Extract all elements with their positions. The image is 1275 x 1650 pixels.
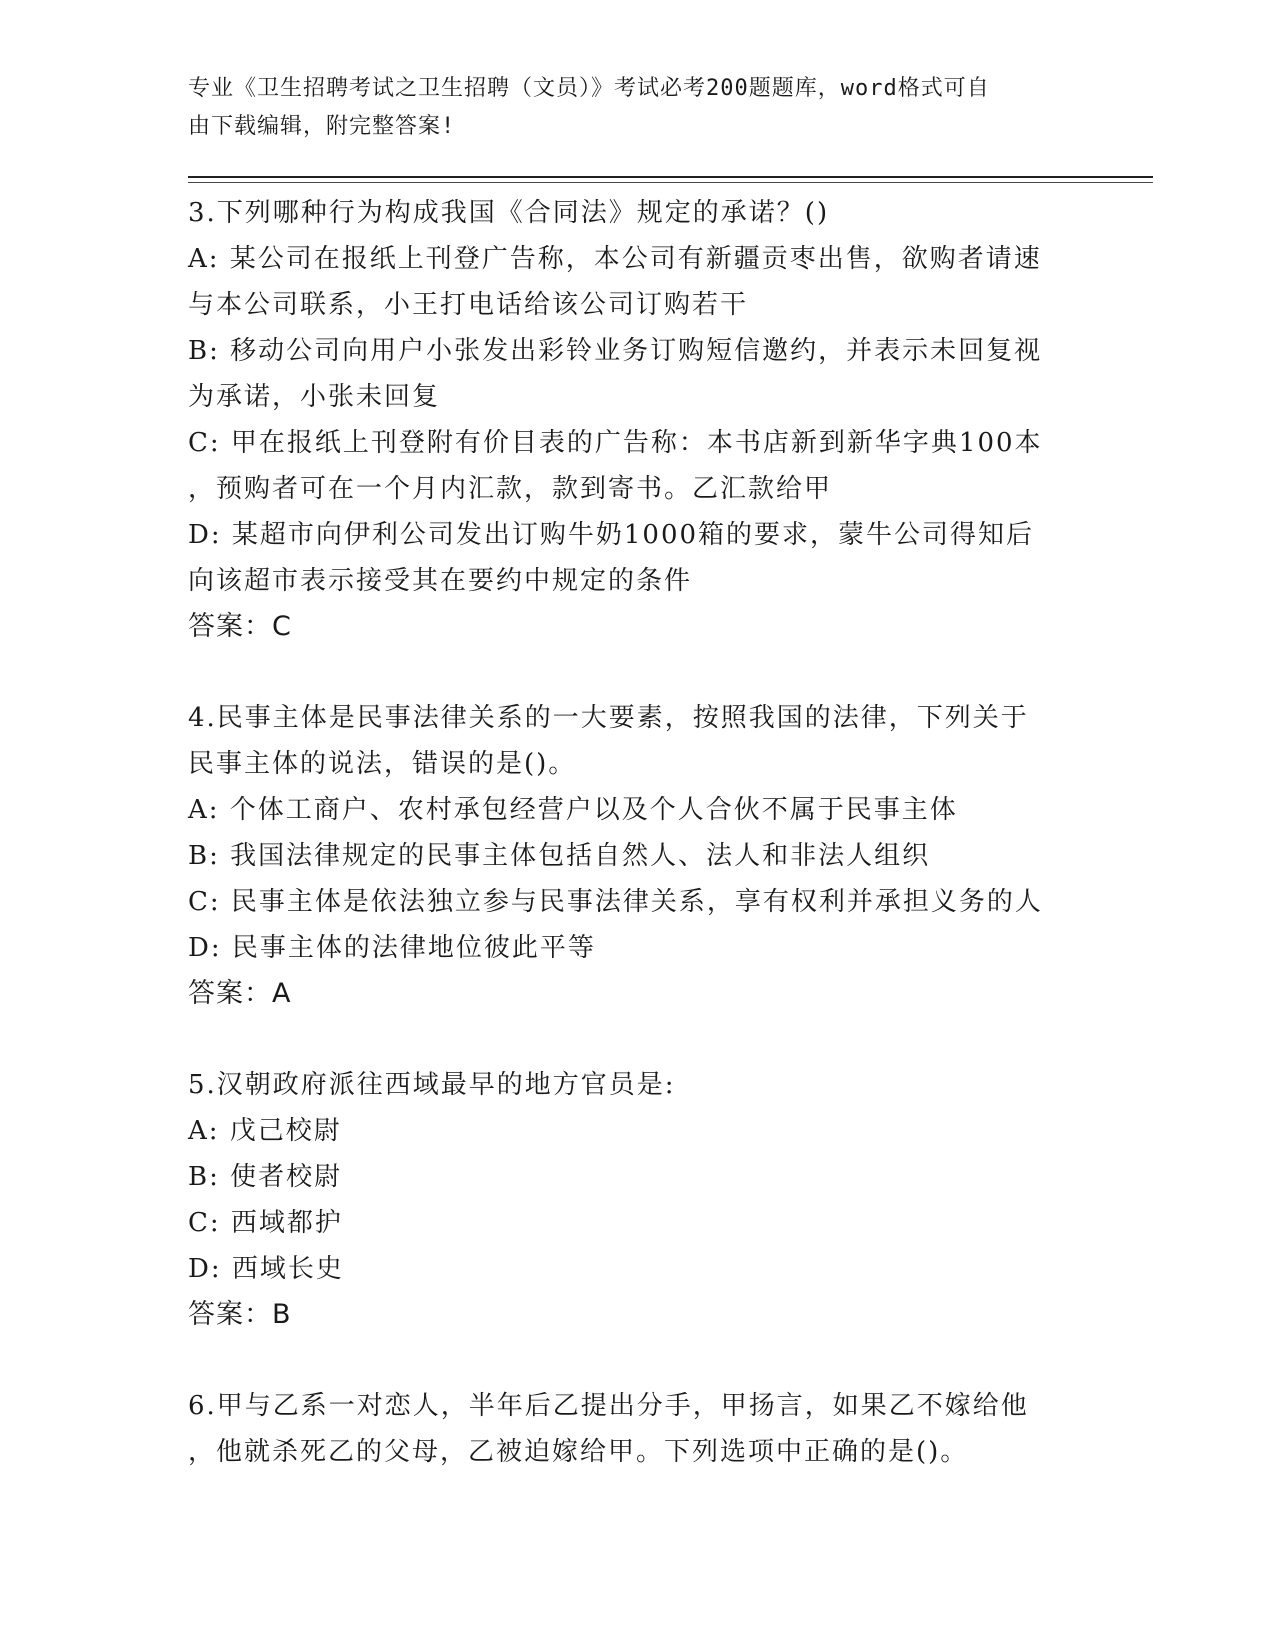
question-block	[188, 190, 1088, 650]
document-header	[188, 70, 1088, 146]
question-spacer	[188, 650, 1088, 695]
question-spacer	[188, 1338, 1088, 1383]
question-spacer	[188, 1017, 1088, 1062]
question-stem: 6.甲与乙系一对恋人，半年后乙提出分手，甲扬言，如果乙不嫁给他	[188, 1391, 1029, 1421]
answer-option: C: 西域都护	[188, 1208, 343, 1238]
answer-option: D: 某超市向伊利公司发出订购牛奶1000箱的要求，蒙牛公司得知后	[188, 520, 1035, 550]
question-block	[188, 695, 1088, 1017]
answer-key: 答案：C	[188, 611, 292, 642]
question-block	[188, 1062, 1088, 1338]
answer-option: B: 我国法律规定的民事主体包括自然人、法人和非法人组织	[188, 841, 931, 871]
question-stem: 5.汉朝政府派往西域最早的地方官员是:	[188, 1070, 676, 1100]
header-line-2: 由下载编辑，附完整答案!	[188, 114, 456, 139]
question-stem: 3.下列哪种行为构成我国《合同法》规定的承诺？()	[188, 198, 830, 228]
answer-option: D: 西域长史	[188, 1254, 344, 1284]
answer-option: B: 使者校尉	[188, 1162, 343, 1192]
question-list	[188, 190, 1088, 1475]
header-divider-thick	[188, 176, 1153, 178]
question-stem: ，他就杀死乙的父母，乙被迫嫁给甲。下列选项中正确的是()。	[188, 1437, 969, 1467]
answer-option: C: 民事主体是依法独立参与民事法律关系，享有权利并承担义务的人	[188, 887, 1043, 917]
header-line-1: 专业《卫生招聘考试之卫生招聘（文员）》考试必考200题题库，word格式可自	[188, 76, 990, 101]
answer-option: B: 移动公司向用户小张发出彩铃业务订购短信邀约，并表示未回复视	[188, 336, 1043, 366]
question-block	[188, 1383, 1088, 1475]
answer-option: 向该超市表示接受其在要约中规定的条件	[188, 566, 693, 596]
answer-option: A: 戊己校尉	[188, 1116, 342, 1146]
answer-option: C: 甲在报纸上刊登附有价目表的广告称：本书店新到新华字典100本	[188, 428, 1043, 458]
answer-option: 与本公司联系，小王打电话给该公司订购若干	[188, 290, 749, 320]
question-stem: 4.民事主体是民事法律关系的一大要素，按照我国的法律，下列关于	[188, 703, 1029, 733]
answer-key: 答案：B	[188, 1299, 292, 1330]
question-stem: 民事主体的说法，错误的是()。	[188, 749, 577, 779]
header-divider-thin	[188, 182, 1153, 183]
answer-option: ，预购者可在一个月内汇款，款到寄书。乙汇款给甲	[188, 474, 833, 504]
answer-option: D: 民事主体的法律地位彼此平等	[188, 933, 596, 963]
answer-option: A: 个体工商户、农村承包经营户以及个人合伙不属于民事主体	[188, 795, 958, 825]
answer-option: 为承诺，小张未回复	[188, 382, 441, 412]
answer-key: 答案：A	[188, 978, 292, 1009]
answer-option: A: 某公司在报纸上刊登广告称，本公司有新疆贡枣出售，欲购者请速	[188, 244, 1042, 274]
